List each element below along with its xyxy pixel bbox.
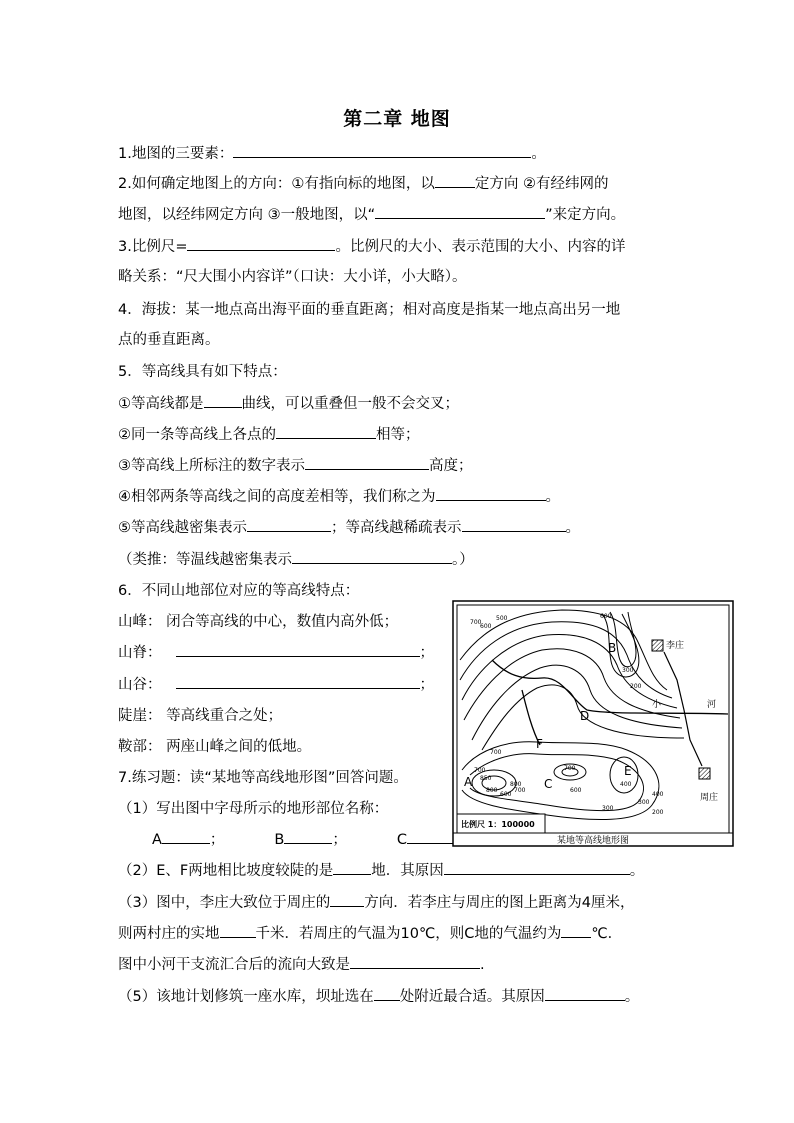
letter-e: E: [624, 764, 632, 778]
svg-text:500: 500: [496, 615, 508, 622]
village-lizhuang-label: 李庄: [666, 641, 685, 651]
svg-text:600: 600: [480, 623, 492, 630]
contour-map-figure: [452, 600, 734, 847]
q6-saddle: 鞍部： 两座山峰之间的低地。: [118, 739, 312, 755]
q1: 1.地图的三要素： 。: [118, 143, 546, 165]
svg-text:600: 600: [570, 787, 582, 794]
q3-cont: 略关系：“尺大围小内容详”（口诀：大小详，小大略）。: [118, 269, 467, 285]
svg-text:600: 600: [600, 613, 612, 620]
svg-text:700: 700: [470, 619, 482, 626]
svg-text:400: 400: [620, 781, 632, 788]
q7-5: （5）该地计划修筑一座水库，坝址选在 处附近最合适。其原因 。: [118, 986, 639, 1008]
svg-text:700: 700: [514, 787, 526, 794]
q5: 5．等高线具有如下特点：: [118, 364, 287, 380]
village-zhouzhuang-label: 周庄: [700, 793, 719, 803]
svg-text:700: 700: [490, 749, 502, 756]
q6-valley: 山谷： ；: [118, 674, 434, 696]
blank[interactable]: [444, 860, 630, 875]
blank[interactable]: [247, 517, 331, 532]
blank[interactable]: [330, 892, 364, 907]
blank[interactable]: [407, 829, 457, 844]
q5-5: ⑤等高线越密集表示 ；等高线越稀疏表示 。: [118, 517, 580, 539]
q6-peak: 山峰： 闭合等高线的中心，数值内高外低；: [118, 614, 399, 630]
village-zhouzhuang-icon: [699, 768, 710, 779]
river-char-2: 河: [707, 700, 717, 710]
q7-3-cont: 则两村庄的实地 千米．若周庄的气温为10℃，则C地的气温约为 ℃．: [118, 923, 622, 945]
blank[interactable]: [176, 642, 420, 657]
svg-text:200: 200: [630, 683, 642, 690]
q7-1: （1）写出图中字母所示的地形部位名称：: [118, 801, 389, 817]
q5-3: ③等高线上所标注的数字表示 高度；: [118, 455, 473, 477]
svg-text:600: 600: [500, 791, 512, 798]
blank[interactable]: [462, 517, 566, 532]
letter-f: F: [536, 737, 543, 751]
blank[interactable]: [436, 486, 546, 501]
blank[interactable]: [435, 173, 475, 188]
q7-1-blanks: A ； B ； C: [152, 829, 462, 851]
blank[interactable]: [187, 236, 335, 251]
blank[interactable]: [162, 829, 210, 844]
scale-label: 比例尺 1：100000: [461, 820, 535, 829]
q7-3-cont2: 图中小河干支流汇合后的流向大致是 .: [118, 954, 485, 976]
q3: 3.比例尺= 。比例尺的大小、表示范围的大小、内容的详: [118, 236, 625, 258]
q6: 6．不同山地部位对应的等高线特点：: [118, 583, 360, 599]
blank[interactable]: [276, 424, 376, 439]
svg-text:800: 800: [486, 787, 498, 794]
blank[interactable]: [375, 204, 545, 219]
q2-cont: 地图，以经纬网定方向 ③一般地图，以“ ”来定方向。: [118, 204, 625, 226]
letter-d: D: [580, 709, 590, 723]
page-title: 第二章 地图: [343, 108, 451, 130]
village-lizhuang-icon: [652, 640, 663, 651]
q7-3: （3）图中，李庄大致位于周庄的 方向．若李庄与周庄的图上距离为4厘米，: [118, 892, 634, 914]
blank[interactable]: [374, 986, 400, 1001]
svg-text:700: 700: [564, 765, 576, 772]
svg-text:300: 300: [638, 799, 650, 806]
svg-text:300: 300: [602, 805, 614, 812]
q6-cliff: 陡崖： 等高线重合之处；: [118, 708, 283, 724]
blank[interactable]: [233, 143, 531, 158]
svg-text:400: 400: [652, 791, 664, 798]
blank[interactable]: [545, 986, 625, 1001]
blank[interactable]: [284, 829, 332, 844]
blank[interactable]: [333, 860, 371, 875]
blank[interactable]: [350, 954, 480, 969]
svg-text:850: 850: [480, 775, 492, 782]
q6-ridge: 山脊： ；: [118, 642, 434, 664]
blank[interactable]: [292, 549, 452, 564]
q5-1: ①等高线都是 曲线，可以重叠但一般不会交叉；: [118, 393, 459, 415]
q2: 2.如何确定地图上的方向：①有指向标的地图，以 定方向 ②有经纬网的: [118, 173, 608, 195]
blank[interactable]: [176, 674, 420, 689]
q5-6: （类推：等温线越密集表示 。）: [118, 549, 474, 571]
svg-text:300: 300: [622, 667, 634, 674]
svg-text:700: 700: [474, 767, 486, 774]
q4: 4．海拔：某一地点高出海平面的垂直距离；相对高度是指某一地点高出另一地: [118, 302, 621, 318]
q5-4: ④相邻两条等高线之间的高度差相等，我们称之为 。: [118, 486, 560, 508]
q7-2: （2）E、F两地相比坡度较陡的是 地．其原因 。: [118, 860, 644, 882]
map-caption: 某地等高线地形图: [556, 836, 630, 846]
letter-a: A: [464, 775, 473, 789]
letter-c: C: [544, 777, 553, 791]
blank[interactable]: [204, 393, 242, 408]
blank[interactable]: [305, 455, 429, 470]
q5-2: ②同一条等高线上各点的 相等；: [118, 424, 420, 446]
svg-text:200: 200: [652, 809, 664, 816]
q4-cont: 点的垂直距离。: [118, 332, 220, 348]
q7: 7.练习题：读“某地等高线地形图”回答问题。: [118, 770, 408, 786]
river-char-1: 小: [652, 700, 662, 710]
blank[interactable]: [561, 923, 591, 938]
svg-text:800: 800: [510, 781, 522, 788]
letter-b: B: [608, 641, 617, 655]
blank[interactable]: [220, 923, 256, 938]
